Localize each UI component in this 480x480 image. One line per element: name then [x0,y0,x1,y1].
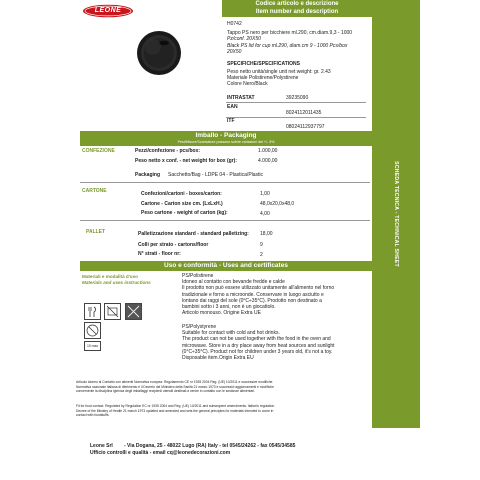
footer-regulation-en [76,404,274,418]
pallet-row-0-value: 18,00 [260,231,273,237]
pallet-row-2-label: N° strati - floor nr: [138,251,181,257]
packaging-header [80,131,372,146]
usage-en-line-3: microwave. Store in a dry place away from heat sources and sunlight [182,342,335,349]
footer-it-line-1: Normativa nazionale italiana di riferimento è il Decreto del Ministero della Sanità 21 marzo 1973 e successivi aggiornamenti e modifiche [76,384,274,389]
code-value-ean: 8024112011435 [286,110,322,116]
product-code: H0742 [227,21,242,27]
pallet-row-2-value: 2 [260,252,263,258]
packaging-title: Imballo - Packaging [195,132,257,139]
product-desc-en-2: 20X50 [227,49,242,55]
footer-company: Leone Srl [90,443,113,449]
cartone-row-1-label: Cartone - Carton size cm. (LxLxH.) [141,201,223,207]
specs-line-material: Materiale Polistirene/Polystirene [227,75,299,81]
footer-en-line-2: contact with foodstuffs. [76,413,110,417]
confezione-packaging-label: Packaging [135,172,161,178]
code-label-ean: EAN [227,104,238,110]
pallet-row-1-value: 9 [260,242,263,248]
cartone-row-2-label: Peso cartone - weight of carton (kg): [141,210,228,216]
specs-title: SPECIFICHE/SPECIFICATIONS [227,61,300,67]
usage-text-it [182,273,334,316]
footer-regulation-it [76,380,274,394]
pallet-row-0-label: Palletizzazione standard - standard palletizing: [138,231,249,237]
confezione-row-0-value: 1.000,00 [258,148,278,154]
code-value-itf: 08024112937797 [286,124,325,130]
confezione-packaging-value: Sacchetto/Bag - LDPE 04 - Plastica/Plastic [168,172,264,178]
item-header-subtitle: Item number and description [255,9,339,15]
footer-en-line-0: Fit for food contact. Regulated by Regulation EC nr 1935 2004 and Reg. (UE) 10/2011 and subsequent amendments. Italian's regulation [76,404,275,408]
confezione-row-1-label: Peso netto x conf. - net weight for box (gr): [135,158,237,164]
footer-en-line-1: Decree of the Ministry of Health 21 march 1973 updated and amended and sets the general principles for materials intended to come in [76,408,274,413]
cartone-label: CARTONE [82,188,107,194]
lid-product-image [135,29,183,77]
usage-text-en [182,324,335,361]
usage-it-line-3: tradizionale e forno a microonde. Conservare in luogo asciutto e [182,291,324,298]
pallet-row-1-label: Colli per strato - cartons/floor [138,242,209,248]
usage-en-line-5: Disposable item.Origin Extra EU [182,355,254,362]
confezione-label: CONFEZIONE [82,148,115,154]
usage-en-line-1: Suitable for contact with cold and hot drinks. [182,330,280,337]
usage-en-line-2: The product can not be used together with the food in the oven and [182,336,331,343]
item-header-title: Codice articolo e descrizione [255,1,339,7]
cartone-row-0-value: 1,00 [260,191,270,197]
usage-it-line-2: Il prodotto non può essere utilizzato unitamente all'alimento nel forno [182,285,335,292]
product-desc-it-1: Tappo PS nero per bicchiere ml.290, cm.diam.9,3 - 1000 [227,30,353,36]
specs-line-color: Colore Nero/Black [227,81,268,87]
usage-it-line-0: PS/Polistirene [182,273,214,279]
cartone-row-0-label: Confezioni/cartoni - boxes/carton: [141,191,222,197]
usage-it-line-4: lontano dai raggi del sole (0°C÷35°C). Prodotto non destinato a [182,297,322,304]
brand-logo [82,4,134,18]
usage-side-label-it: Materiali e modalità d'uso [82,274,138,279]
usage-en-line-0: PS/Polystyrene [182,324,217,330]
packaging-note: Pesi/Misure/Scaricature possono subire variazioni del +/- 5% [177,140,275,144]
confezione-row-0-label: Pezzi/confezione - pcs/box: [135,148,201,154]
usage-it-line-1: Idoneo al contatto con bevande fredde e calde [182,279,285,286]
product-desc-en-1: Black PS lid for cup ml.290, diam.cm 9 - 1000 Pcs/box [227,43,348,49]
no-children-icon [84,322,101,339]
no-oven-icon [104,303,121,320]
code-value-intrastat: 39235090 [286,95,309,101]
usage-side-label-en: Materials and uses instructions [82,280,151,285]
code-label-itf: ITF [227,118,235,124]
cartone-row-1-value: 48,0x20,0x48,0 [260,201,295,207]
code-label-intrastat: INTRASTAT [227,95,255,101]
sidebar-title: SCHEDA TECNICA - TECHNICAL SHEET [393,161,399,267]
usage-en-line-4: (0°C÷35°C). Product not for children under 3 years old, it's not a toy. [182,348,333,355]
footer-quality-office: Ufficio controlli e qualità - email cq@leonedecorazioni.com [90,450,231,456]
product-desc-it-2: Pz/conf. 20X50 [227,36,261,42]
item-header [222,0,372,17]
stack-limit-text: 10 max [86,344,99,348]
specs-line-weight: Peso netto unità/single unit net weight: gr. 2.43 [227,69,331,75]
pallet-label: PALLET [86,229,106,235]
footer-it-line-0: Articolo idoneo al Contatto con alimenti Normativa europea: Regolamento CE nr 1935 2004 Reg. (UE) 10/2011 e successive modifiche. [76,380,274,384]
confezione-row-1-value: 4.000,00 [258,158,278,164]
brand-name: LEONE [94,7,122,14]
food-safe-icon [84,303,101,320]
stack-limit-icon [84,341,101,351]
cartone-row-2-value: 4,00 [260,211,270,217]
no-microwave-icon [125,303,142,320]
usage-it-line-5: bambini sotto i 3 anni, non è un giocattolo. [182,304,276,311]
footer-address: - Via Dogana, 25 - 48022 Lugo (RA) Italy - tel 0545/24262 - fax 0545/34585 [124,443,296,449]
footer-it-line-2: concernente la disciplina igienica degli imballaggi recipienti utensili destinati a venire in contatto con le sostanze alimentari. [76,389,256,393]
usage-header: Uso e conformità - Uses and certificates [80,261,372,271]
technical-sheet-sidebar [372,0,420,428]
usage-it-line-6: Articolo monouso. Origine Extra UE [182,310,261,317]
